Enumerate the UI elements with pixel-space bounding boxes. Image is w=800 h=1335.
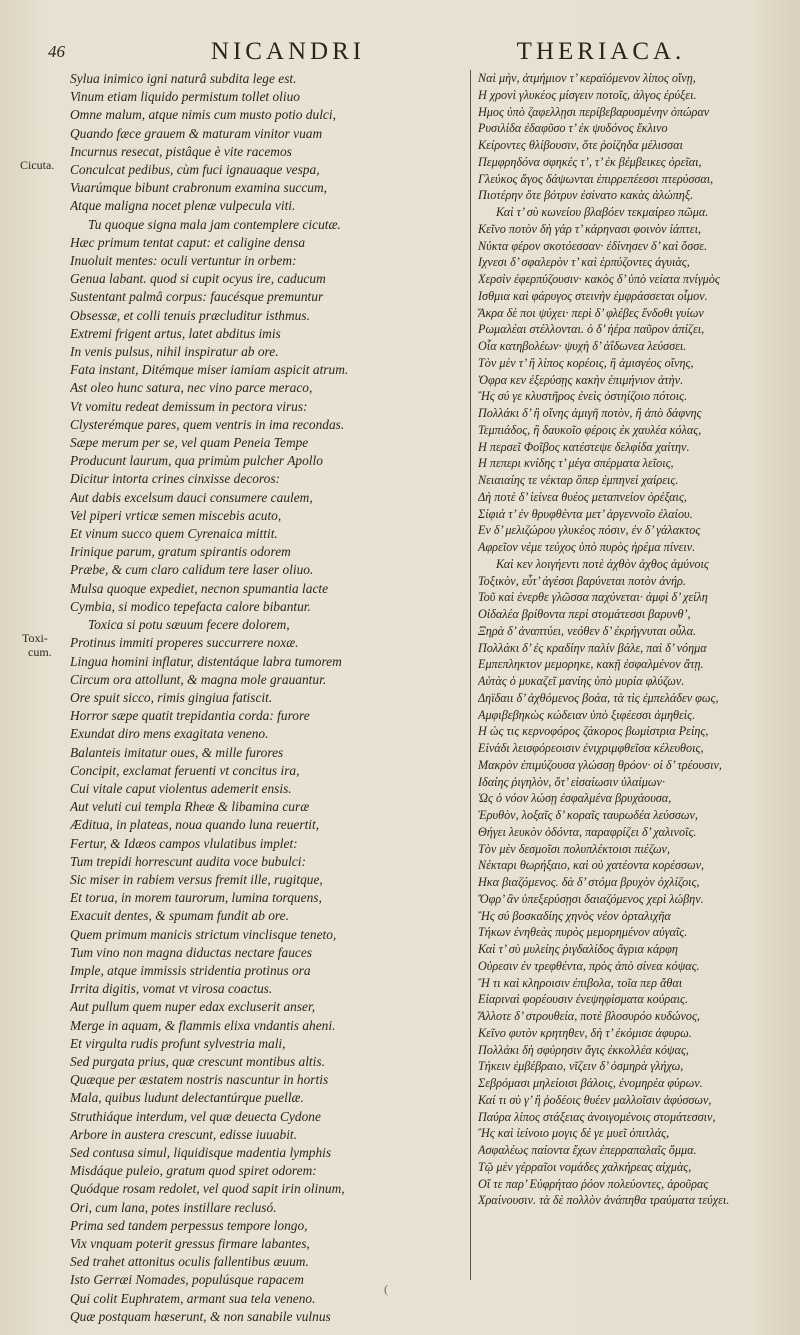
greek-verse-line: Η χρονὶ γλυκέος μίσγειν ποτοῖς, ἀλγος ἐρύξει. <box>478 87 697 102</box>
latin-verse-line: Sed purgata prius, quæ crescunt montibus altis. <box>70 1053 325 1069</box>
greek-verse-line: Ηκα βιαζόμενος. δὰ δ’ στόμα βρυχὸν ὀχλίζοις, <box>478 875 700 889</box>
greek-verse-line: Τὸν μὲν τ’ ἢ λίπος κορέοις, ἢ ἀμισγέος οἴνης, <box>478 355 694 370</box>
greek-verse-line: Ἢς σύ γε κλυστῆρος ἐνεὶς ὀστηίζοιο πότοις. <box>478 389 688 404</box>
greek-verse-line: Ἐρυθὸν, λοξαῖς δ’ κοραῖς ταυρωδέα λεύσσων, <box>478 808 698 822</box>
latin-verse-line: Horror sæpe quatit trepidantia corda: furore <box>70 708 310 724</box>
latin-verse-line: Cui vitale caput violentus ademerit ensis. <box>70 780 292 796</box>
greek-verse-line: Δηϊδαιι δ’ ἀχθόμενος βοάα, τὰ τὶς ἐμπελάδεν φως, <box>478 690 719 705</box>
greek-verse-line: Ιδαίης ῥιγηλὸν, ὅτ’ εἰσαίωσιν ὑλαίμων· <box>478 774 665 789</box>
latin-verse-line: Protinus immiti properes succurrere noxæ. <box>70 635 299 651</box>
greek-verse-line: Ναὶ μὴν, ἀτμήμιον τ’ κεραϊόμενον λίπος οἴνῃ, <box>478 71 696 85</box>
latin-translation-column <box>70 70 466 1326</box>
greek-verse-line: Ὀφρα κεν ἐξερύσῃς κακὴν ἐπιμήνιον ἀτὴν. <box>478 372 684 387</box>
greek-verse-line: Θήγει λευκὸν ὀδόντα, παραφρίζει δ’ χαλινοῖς. <box>478 824 697 839</box>
greek-verse-line: Πεμφρηδόνα σφηκές τ’, τ’ ἐκ βέμβεικες ὀρεῖαι, <box>478 154 702 169</box>
latin-verse-line: Sed trahet attonitus oculis fallentibus æuum. <box>70 1254 309 1270</box>
page-number: 46 <box>48 42 65 61</box>
greek-verse-line: Ασφαλέως παίοντα ἔχων ἐπερραπαλαῖς ὄμμα. <box>478 1143 697 1157</box>
greek-verse-line: Κεῖνο φυτὸν κρητηθεν, δὴ τ’ ἐκόμισε ἀφυρω. <box>478 1025 692 1040</box>
greek-verse-line: Αμφιβεβηκὼς κώδειαν ὑπὸ ξιφέεσσι ἀμηθεὶς. <box>478 707 696 722</box>
latin-verse-line: Fata instant, Ditémque miser iamiam aspicit atrum. <box>70 362 349 378</box>
latin-verse-line: Ori, cum lana, potes instillare reclusó. <box>70 1199 277 1215</box>
latin-verse-line: Genua labant. quod si cupit ocyus ire, caducum <box>70 271 326 287</box>
latin-verse-line: Balanteis imitatur oues, & mille furores <box>70 744 284 760</box>
greek-verse-line: Ισθμια καὶ φάρυγος στεινὴν ἐμφράσσεται οἶμον. <box>478 288 708 303</box>
latin-verse-line: Æditua, in plateas, noua quando luna reuertit, <box>70 817 320 833</box>
latin-verse-line: Extremi frigent artus, latet abditus imis <box>70 325 281 341</box>
latin-verse-line: Sylua inimico igni naturâ subdita lege est. <box>70 71 297 86</box>
greek-verse-line: Ξηρὰ δ’ ἀναπτύει, νεόθεν δ’ ἐκρήγνυται οὖλα. <box>478 623 697 638</box>
greek-verse-line: Τήκων ἐνηθεὰς πυρὸς μεμορημένον αὐγαῖς. <box>478 925 688 940</box>
latin-verse-line: Mulsa quoque expediet, necnon spumantia lacte <box>70 580 329 596</box>
greek-verse-line: Ἄκρα δὲ ποι ψύχει· περὶ δ’ φλέβες ἔνδοθι γυίων <box>478 305 704 320</box>
latin-verse-line: Quæque per æstatem nostris nascuntur in hortis <box>70 1072 329 1088</box>
latin-verse-line: Tum vino non magna diductas nectare fauces <box>70 944 312 960</box>
greek-verse-line: Οἵ τε παρ’ Εὐφρήταο ῥόον πολεύοντες, ἀροῦρας <box>478 1176 709 1191</box>
latin-verse-line: Arbore in austera crescunt, edisse iuuabit. <box>70 1126 297 1142</box>
latin-verse-line: Prima sed tandem perpessus tempore longo, <box>70 1217 308 1233</box>
greek-verse-line: Δὴ ποτὲ δ’ ἰείνεα θυέος μεταπνείον ὀρέξαις, <box>478 489 687 504</box>
greek-verse-line: Καὶ τ’ σὺ μυλείης ῥιγδαλίδος ἄγρια κάρφη <box>478 942 678 956</box>
greek-verse-line: Νύκτα φέρον σκοτόεσσαν· ἐδίνησεν δ’ καὶ ὄσσε. <box>478 238 708 253</box>
greek-verse-line: Καὶ τ’ σὺ κωνείου βλαβόεν τεκμαίρεο πῶμα. <box>496 205 709 219</box>
greek-verse-line: Καὶ κεν λοιγήεντι ποτὲ ἀχθὸν ἀχθος ἀμύνοις <box>496 556 709 571</box>
latin-verse-line: Aut veluti cui templa Rheæ & libamina curæ <box>70 799 310 815</box>
greek-text-column <box>478 70 780 1209</box>
greek-verse-line: Ἢ τι καὶ κληροισιν ἐπιβολα, τοῖα περ ἄθαι <box>478 975 683 990</box>
latin-verse-line: Aut pullum quem nuper edax excluserit anser, <box>70 999 316 1015</box>
greek-verse-line: Εἰνάδι λεισφόρεοισιν ἐνιχριμφθεῖσα κέλευθοις, <box>478 741 704 755</box>
latin-verse-line: Lingua homini inflatur, distentáque labra tumorem <box>70 653 342 669</box>
latin-verse-line: Et virgulta rudis profunt sylvestria mali, <box>70 1035 286 1051</box>
greek-verse-line: Χραίνουσιν. τὰ δὲ πολλὸν ἀνάπηθα τραύματα τεύχει. <box>478 1193 730 1208</box>
latin-verse-line: Clysterémque pares, quem ventris in ima recondas. <box>70 416 345 432</box>
greek-verse-line: Χερσὶν ἐφερπύζουσιν· κακὸς δ’ ὑπὸ νείατα πνίγμὸς <box>478 272 720 286</box>
latin-verse-line: Fertur, & Idæos campos vlulatibus implet: <box>70 835 298 851</box>
latin-verse-line: Omne malum, atque nimis cum musto potio dulci, <box>70 107 336 123</box>
greek-verse-line: Καί τι σὺ γ’ ἢ ῥοδέοις θυέεν μαλλοῖσιν ἀφύσσων, <box>478 1092 712 1107</box>
margin-note-toxicum-2: cum. <box>28 645 52 659</box>
latin-verse-line: Irinique parum, gratum spirantis odorem <box>70 544 291 560</box>
latin-verse-line: Tum trepidi horrescunt audita voce bubulci: <box>70 853 306 869</box>
latin-verse-line: Vinum etiam liquido permistum tollet oliuo <box>70 89 300 105</box>
greek-verse-line: Η ὡς τις κερνοφόρος ζάκορος βωμίστρια Ρείης, <box>478 724 709 739</box>
latin-verse-line: Vix vnquam poterit gressus firmare labantes, <box>70 1236 310 1251</box>
latin-verse-line: Incurnus resecat, pistâque è vite racemos <box>70 143 292 159</box>
greek-verse-line: Η πεπερι κνίδης τ’ μέγα σπέρματα λεῖοις, <box>478 456 674 471</box>
latin-verse-line: Sustentant palmâ corpus: faucésque premuntur <box>70 289 324 305</box>
running-head-right: THERIACA. <box>516 38 686 65</box>
latin-verse-line: Vuarúmque bibunt crabronum examina succum, <box>70 180 327 196</box>
greek-verse-line: Νέκταρι θωρήξαιο, καὶ οὐ χατέοντα κορέσσων, <box>478 858 705 873</box>
latin-verse-line: Concipit, exclamat feruenti vt concitus ira, <box>70 762 300 778</box>
greek-verse-line: Νειαιαίης τε νέκταρ ὅπερ ἐμπηνεὶ χαίρεις. <box>478 473 679 487</box>
latin-verse-line: Ore spuit sicco, rimis gingiua fatiscit. <box>70 689 273 705</box>
latin-verse-line: Merge in aquam, & flammis elixa vndantis aheni. <box>70 1017 336 1033</box>
greek-verse-line: Κεῖνο ποτὸν δὴ γάρ τ’ κάρηνασι φοινὸν ἰάπτει, <box>478 221 702 236</box>
latin-verse-line: Tu quoque signa mala jam contemplere cicutæ. <box>88 216 341 232</box>
latin-verse-line: Cymbia, si modico tepefacta calore bibantur. <box>70 598 311 614</box>
latin-verse-line: Exundat diro mens exagitata veneno. <box>70 726 269 742</box>
latin-verse-line: Aut dabis excelsum dauci consumere caulem, <box>70 489 313 505</box>
latin-verse-line: Sed contusa simul, liquidisque madentia lymphis <box>70 1144 332 1160</box>
greek-verse-line: Οἰδαλέα βρίθοντα περὶ στομάτεσσι βαρυνθ’, <box>478 607 691 621</box>
greek-verse-line: Τοῦ καὶ ἐνερθε γλῶσσα παχύνεται· ἀμφὶ δ’ χείλη <box>478 590 708 605</box>
greek-verse-line: Ἄλλοτε δ’ στρουθεία, ποτὲ βλοσυρόο κυδώνος, <box>478 1009 700 1023</box>
greek-verse-line: Ρωμαλέαι στέλλονται. ὁ δ’ ἠέρα παῦρον ἀπίζει, <box>478 322 705 337</box>
latin-verse-line: Quæ postquam hæserunt, & non sanabile vulnus <box>70 1308 331 1324</box>
greek-verse-line: Παύρα λίπος στάξειας ἀνοιγομένοις στομάτεσσιν, <box>478 1109 716 1124</box>
latin-verse-line: Toxica si potu sæuum fecere dolorem, <box>88 617 290 633</box>
greek-verse-line: Ρυσιλίδα ἐδαφῦσο τ’ ἐκ ψυδόνος ἔκλινο <box>478 121 668 136</box>
latin-verse-line: Præbe, & cum claro calidum tere laser oliuo. <box>70 562 314 578</box>
latin-verse-line: In venis pulsus, nihil inspiratur ab ore. <box>70 344 279 360</box>
greek-verse-line: Τοξικὸν, εὖτ’ ἀγέσσι βαρύνεται ποτὸν ἀνήρ. <box>478 573 686 588</box>
greek-verse-line: Σεβρόμασι μηλείοισι βάλοις, ἐνομηρέα φύρων. <box>478 1076 703 1090</box>
greek-verse-line: Πιοτέρην ὅτε βότρυν ἐσίνατο κακὰς ἀλώπηξ. <box>478 188 694 203</box>
greek-verse-line: Ὡς ὁ νόον λώσῃ ἐσφαλμένα βρυχάουσα, <box>478 791 672 806</box>
running-head-left: NICANDRI <box>210 38 366 65</box>
greek-verse-line: Η περσεῖ Φοῖβος κατέστεψε δελφίδα χαίτην. <box>478 439 690 454</box>
latin-verse-line: Vt vomitu redeat demissum in pectora virus: <box>70 398 308 414</box>
latin-verse-line: Sic miser in rabiem versus fremit ille, rugitque, <box>70 871 323 887</box>
greek-verse-line: Σίφιά τ’ ἐν θρυφθέντα μετ’ ἀργεννοῖο ἐλαίου. <box>478 506 693 521</box>
greek-verse-line: Πολλάκι δὴ σφύρησιν ἄγις ἐκκολλέα κόψας, <box>478 1042 689 1057</box>
margin-note-toxicum-1: Toxi- <box>22 631 48 645</box>
latin-verse-line: Sæpe merum per se, vel quam Peneia Tempe <box>70 435 309 451</box>
latin-verse-line: Obsessæ, et colli tenuis præcluditur isthmus. <box>70 307 310 323</box>
greek-verse-line: Εν δ’ μελιζώρου γλυκέος πόσιν, ἐν δ’ γάλακτος <box>478 523 701 538</box>
greek-verse-line: Κείροντες θλίβουσιν, ὅτε ῥοίζηδα μέλισσαι <box>478 138 683 152</box>
latin-verse-line: Irrita digitis, vomat vt virosa coactus. <box>70 981 273 997</box>
greek-verse-line: Τῷ μὲν γέρραῖοι νομάδες χαλκήρεας αἰχμὰς, <box>478 1159 692 1174</box>
latin-verse-line: Et vinum succo quem Cyrenaica mittit. <box>70 526 278 542</box>
greek-verse-line: Οἷα κατηβολέων· ψυχὴ δ’ ἀΐδωνεα λεύσσει. <box>478 339 687 353</box>
greek-verse-line: Ημος ὑπὸ ζαφελλῃσι περίβεβαρυσμένην ὀπώραν <box>478 104 710 119</box>
latin-verse-line: Hæc primum tentat caput: et caligine densa <box>70 234 306 250</box>
greek-verse-line: Πολλάκι δ’ ἐς κραδίην παλίν βάλε, παὶ δ’ νόημα <box>478 640 707 655</box>
latin-verse-line: Producunt laurum, qua primùm pulcher Apollo <box>70 453 323 469</box>
greek-verse-line: Αφρεῖον νέμε τεύχος ὑπὸ πυρὸς ἠρέμα πίνειν. <box>478 540 696 554</box>
latin-verse-line: Atque maligna nocet plenæ vulpecula viti. <box>70 198 296 214</box>
latin-verse-line: Et torua, in morem taurorum, lumina torquens, <box>70 890 322 906</box>
latin-verse-line: Circum ora attollunt, & magna mole grauantur. <box>70 671 327 687</box>
greek-verse-line: Εμπεπληκτον μεμορηκε, κακῇ ἐσφαλμένον ἄτῃ. <box>478 657 704 672</box>
greek-verse-line: Οὐρεσιν ἐν τρεφθέντα, πρὸς ἀπὸ σίνεα κόψας. <box>478 958 700 973</box>
greek-verse-line: Τήκειν ἐμβέβραιο, νῖζειν δ’ ὁσμηρὰ γλήχω, <box>478 1059 684 1074</box>
greek-verse-line: Αὐτὰς ὁ μυκαζεῖ μανίης ὑπὸ μυρία φλύζων. <box>478 674 685 688</box>
latin-verse-line: Misdáque puleio, gratum quod spiret odorem: <box>70 1163 317 1179</box>
greek-verse-line: Μακρὸν ἐπιμύζουσα γλώσσῃ θρόον· οἱ δ’ τρέουσιν, <box>478 757 722 772</box>
latin-verse-line: Dicitur intorta crines cinxisse decoros: <box>70 471 280 487</box>
greek-verse-line: Εἰαριναὶ φορέουσιν ἐνεψηφίσματα κούραις. <box>478 992 688 1007</box>
greek-verse-line: Ἢς καὶ ἰείνοιο μογις δέ γε μυεῖ ὀπιτλάς, <box>478 1126 670 1141</box>
latin-verse-line: Mala, quibus ludunt delectantúrque puellæ. <box>70 1090 304 1106</box>
greek-verse-line: Πολλάκι δ’ ἢ οἴνης ἀμιγῆ ποτὸν, ἢ ἀπὸ δάφνης <box>478 406 702 420</box>
greek-verse-line: Ιχνεσι δ’ σφαλερὸν τ’ καὶ ἑρπύζοντες ἀγυιὰς, <box>478 255 690 270</box>
latin-verse-line: Exacuit dentes, & spumam fundit ab ore. <box>70 908 289 924</box>
latin-verse-line: Struthiáque interdum, vel quæ deuecta Cydone <box>70 1108 321 1124</box>
column-divider <box>470 70 471 1280</box>
latin-verse-line: Qui colit Euphratem, armant sua tela veneno. <box>70 1290 316 1306</box>
margin-note-cicuta: Cicuta. <box>20 158 55 172</box>
greek-verse-line: Γλεύκος ἄγος δάψωνται ἐπιρρεπέεσσι πτερύσσαι, <box>478 171 714 186</box>
latin-verse-line: Quem primum manicis strictum vinclisque teneto, <box>70 926 337 942</box>
latin-verse-line: Conculcat pedibus, cùm fuci ignauaque vespa, <box>70 162 320 178</box>
page-bottom-mark: ( <box>384 1282 388 1296</box>
greek-verse-line: Τεμπιάδος, ἢ δαυκοῖο φέροις ἐκ χαυλέα κόλας, <box>478 422 702 437</box>
latin-verse-line: Quando fæce grauem & maturam vinitor vuam <box>70 125 323 141</box>
greek-verse-line: Ὄφρ’ ἂν ὑπεξερύσῃσι δαιαζόμενος χερὶ λώβην. <box>478 891 704 906</box>
latin-verse-line: Inuoluit mentes: oculi vertuntur in orbem: <box>70 253 297 269</box>
greek-verse-line: Ἢς σύ βοσκαδίης χηνὸς νέον ὀρταλιχῆα <box>478 908 671 923</box>
latin-verse-line: Ast oleo hunc satura, nec vino parce meraco, <box>70 380 313 396</box>
latin-verse-line: Isto Gerræi Nomades, populúsque rapacem <box>70 1272 304 1288</box>
greek-verse-line: Τὸν μὲν δεσμοῖσι πολυπλέκτοισι πιέζων, <box>478 841 670 856</box>
latin-verse-line: Quódque rosam redolet, vel quod sapit irin olinum, <box>70 1181 345 1197</box>
latin-verse-line: Vel piperi vrticæ semen miscebis acuto, <box>70 507 282 523</box>
latin-verse-line: Imple, atque immissis stridentia protinus ora <box>70 962 311 978</box>
